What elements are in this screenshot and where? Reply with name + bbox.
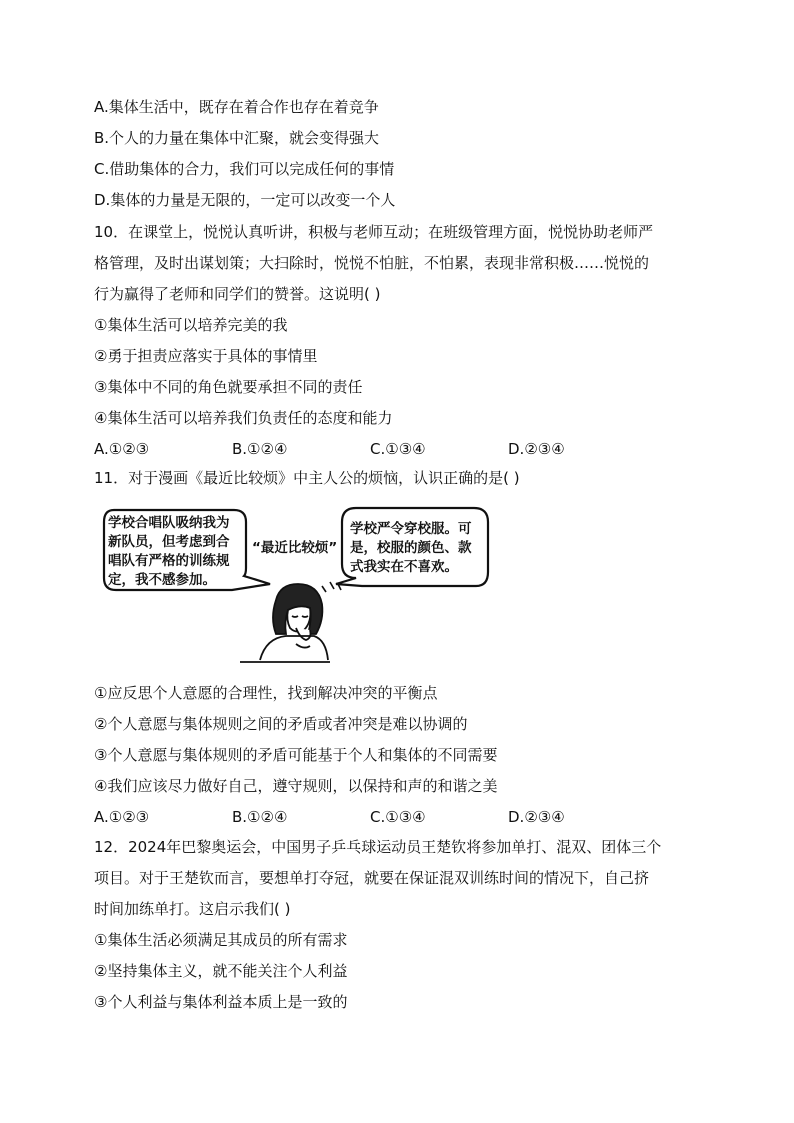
cartoon-caption: “最近比较烦” xyxy=(252,540,338,556)
q12-stem-line-3: 时间加练单打。这启示我们( ) xyxy=(94,900,291,918)
q9-option-c: C.借助集体的合力，我们可以完成任何的事情 xyxy=(94,160,395,178)
right-bubble-line-2: 是，校服的颜色、款 xyxy=(350,540,472,556)
q11-item-1: ①应反思个人意愿的合理性，找到解决冲突的平衡点 xyxy=(94,684,438,702)
left-bubble-line-2: 新队员，但考虑到合 xyxy=(108,534,230,550)
q12-stem-line-1: 12．2024年巴黎奥运会，中国男子乒乓球运动员王楚钦将参加单打、混双、团体三个 xyxy=(94,838,662,856)
q10-item-4: ④集体生活可以培养我们负责任的态度和能力 xyxy=(94,409,393,427)
q11-choice-b: B.①②④ xyxy=(232,808,288,826)
cartoon-illustration xyxy=(100,500,500,670)
q10-stem-line-2: 格管理，及时出谋划策；大扫除时，悦悦不怕脏，不怕累，表现非常积极……悦悦的 xyxy=(94,254,650,272)
q9-option-a: A.集体生活中，既存在着合作也存在着竞争 xyxy=(94,98,379,116)
q10-stem-line-3: 行为赢得了老师和同学们的赞誉。这说明( ) xyxy=(94,285,381,303)
left-bubble-line-3: 唱队有严格的训练规 xyxy=(108,553,230,569)
q11-stem: 11．对于漫画《最近比较烦》中主人公的烦恼，认识正确的是( ) xyxy=(94,469,520,487)
right-bubble-line-1: 学校严令穿校服。可 xyxy=(350,521,472,537)
q11-choice-c: C.①③④ xyxy=(370,808,426,826)
right-bubble-text xyxy=(350,520,472,577)
q12-item-3: ③个人利益与集体利益本质上是一致的 xyxy=(94,993,348,1011)
q10-item-1: ①集体生活可以培养完美的我 xyxy=(94,316,288,334)
q11-choice-a: A.①②③ xyxy=(94,808,150,826)
q10-item-3: ③集体中不同的角色就要承担不同的责任 xyxy=(94,378,363,396)
q11-choices xyxy=(94,806,565,828)
q10-choice-c: C.①③④ xyxy=(370,440,426,458)
q11-item-2: ②个人意愿与集体规则之间的矛盾或者冲突是难以协调的 xyxy=(94,715,468,733)
q11-item-4: ④我们应该尽力做好自己，遵守规则，以保持和声的和谐之美 xyxy=(94,777,498,795)
q9-option-d: D.集体的力量是无限的，一定可以改变一个人 xyxy=(94,191,396,209)
left-bubble-text xyxy=(108,514,230,590)
q10-choice-b: B.①②④ xyxy=(232,440,288,458)
q12-stem-line-2: 项目。对于王楚钦而言，要想单打夺冠，就要在保证混双训练时间的情况下，自己挤 xyxy=(94,869,650,887)
q11-choice-d: D.②③④ xyxy=(508,808,565,826)
left-bubble-line-4: 定，我不感参加。 xyxy=(108,572,216,588)
q12-item-2: ②坚持集体主义，就不能关注个人利益 xyxy=(94,962,348,980)
q10-item-2: ②勇于担责应落实于具体的事情里 xyxy=(94,347,318,365)
left-bubble-line-1: 学校合唱队吸纳我为 xyxy=(108,515,230,531)
q12-item-1: ①集体生活必须满足其成员的所有需求 xyxy=(94,931,348,949)
q10-stem-line-1: 10．在课堂上，悦悦认真听讲，积极与老师互动；在班级管理方面，悦悦协助老师严 xyxy=(94,223,654,241)
right-bubble-line-3: 式我实在不喜欢。 xyxy=(350,559,458,575)
q11-item-3: ③个人意愿与集体规则的矛盾可能基于个人和集体的不同需要 xyxy=(94,746,498,764)
q10-choices xyxy=(94,438,565,460)
q10-choice-d: D.②③④ xyxy=(508,440,565,458)
q10-choice-a: A.①②③ xyxy=(94,440,150,458)
girl-figure xyxy=(240,584,330,662)
q9-option-b: B.个人的力量在集体中汇聚，就会变得强大 xyxy=(94,129,380,147)
